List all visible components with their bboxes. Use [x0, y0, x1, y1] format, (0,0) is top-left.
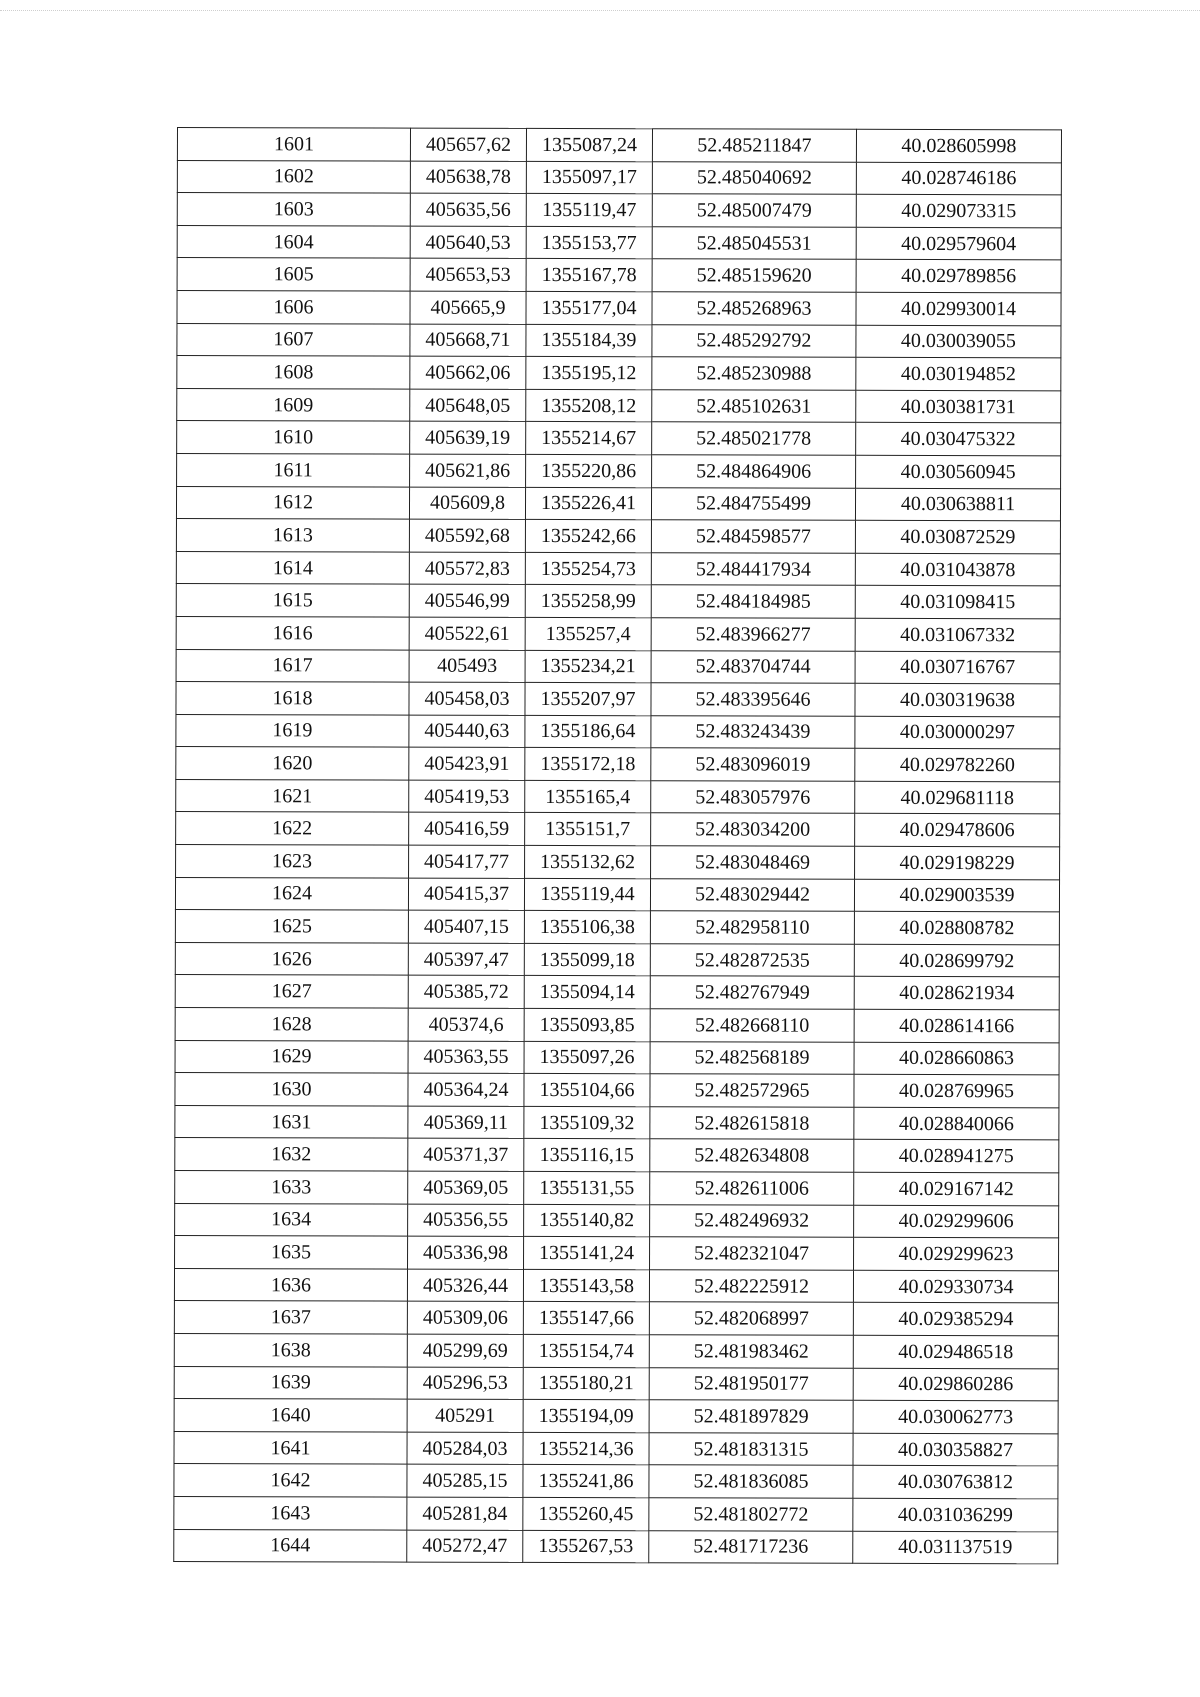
x-coordinate-cell: 405371,37	[408, 1139, 524, 1172]
longitude-cell: 40.031137519	[853, 1531, 1058, 1564]
latitude-cell: 52.482634808	[650, 1139, 854, 1172]
point-number-cell: 1609	[177, 388, 410, 421]
point-number-cell: 1611	[177, 453, 410, 486]
coordinates-table	[173, 127, 1062, 1564]
table-row	[174, 1496, 1058, 1531]
y-coordinate-cell: 1355143,58	[523, 1269, 649, 1302]
point-number-cell: 1630	[175, 1073, 408, 1106]
y-coordinate-cell: 1355119,44	[524, 878, 650, 911]
y-coordinate-cell: 1355140,82	[524, 1204, 650, 1237]
latitude-cell: 52.485211847	[652, 129, 856, 162]
y-coordinate-cell: 1355180,21	[523, 1367, 649, 1400]
latitude-cell: 52.482872535	[650, 944, 854, 977]
point-number-cell: 1614	[176, 551, 409, 584]
latitude-cell: 52.482611006	[650, 1172, 854, 1205]
x-coordinate-cell: 405397,47	[408, 943, 524, 976]
coordinates-table-body	[174, 128, 1062, 1564]
table-row	[174, 1399, 1058, 1434]
x-coordinate-cell: 405417,77	[409, 845, 525, 878]
latitude-cell: 52.484598577	[651, 520, 855, 553]
y-coordinate-cell: 1355186,64	[525, 715, 651, 748]
table-row	[175, 1073, 1059, 1108]
x-coordinate-cell: 405291	[407, 1399, 523, 1432]
table-row	[174, 1268, 1058, 1303]
latitude-cell: 52.481983462	[649, 1335, 853, 1368]
point-number-cell: 1629	[175, 1040, 408, 1073]
table-row	[176, 486, 1060, 521]
point-number-cell: 1637	[174, 1301, 407, 1334]
point-number-cell: 1642	[174, 1464, 407, 1497]
longitude-cell: 40.029299623	[854, 1237, 1059, 1270]
y-coordinate-cell: 1355241,86	[523, 1465, 649, 1498]
table-row	[175, 1138, 1059, 1173]
longitude-cell: 40.029385294	[853, 1303, 1058, 1336]
y-coordinate-cell: 1355099,18	[524, 943, 650, 976]
point-number-cell: 1644	[174, 1529, 407, 1562]
x-coordinate-cell: 405638,78	[410, 161, 526, 194]
y-coordinate-cell: 1355257,4	[525, 617, 651, 650]
latitude-cell: 52.483096019	[651, 748, 855, 781]
longitude-cell: 40.028941275	[854, 1140, 1059, 1173]
y-coordinate-cell: 1355172,18	[525, 748, 651, 781]
x-coordinate-cell: 405592,68	[409, 519, 525, 552]
x-coordinate-cell: 405281,84	[407, 1497, 523, 1530]
longitude-cell: 40.030872529	[855, 520, 1060, 553]
longitude-cell: 40.031067332	[855, 618, 1060, 651]
point-number-cell: 1624	[175, 877, 408, 910]
longitude-cell: 40.028660863	[854, 1042, 1059, 1075]
latitude-cell: 52.485292792	[652, 324, 856, 357]
x-coordinate-cell: 405336,98	[408, 1236, 524, 1269]
longitude-cell: 40.029167142	[854, 1172, 1059, 1205]
x-coordinate-cell: 405657,62	[410, 128, 526, 161]
point-number-cell: 1606	[177, 290, 410, 323]
point-number-cell: 1635	[175, 1236, 408, 1269]
x-coordinate-cell: 405665,9	[410, 291, 526, 324]
y-coordinate-cell: 1355131,55	[524, 1171, 650, 1204]
point-number-cell: 1627	[175, 975, 408, 1008]
latitude-cell: 52.484864906	[652, 455, 856, 488]
x-coordinate-cell: 405369,11	[408, 1106, 524, 1139]
y-coordinate-cell: 1355165,4	[525, 780, 651, 813]
x-coordinate-cell: 405635,56	[410, 193, 526, 226]
latitude-cell: 52.482572965	[650, 1074, 854, 1107]
x-coordinate-cell: 405440,63	[409, 715, 525, 748]
y-coordinate-cell: 1355106,38	[524, 911, 650, 944]
longitude-cell: 40.029299606	[854, 1205, 1059, 1238]
table-row	[175, 1203, 1059, 1238]
longitude-cell: 40.029478606	[855, 814, 1060, 847]
point-number-cell: 1626	[175, 942, 408, 975]
point-number-cell: 1615	[176, 584, 409, 617]
longitude-cell: 40.028808782	[854, 912, 1059, 945]
table-row	[175, 877, 1059, 912]
table-row	[176, 649, 1060, 684]
point-number-cell: 1622	[176, 812, 409, 845]
latitude-cell: 52.482496932	[650, 1204, 854, 1237]
table-row	[175, 975, 1059, 1010]
table-row	[174, 1464, 1058, 1499]
table-row	[175, 1105, 1059, 1140]
x-coordinate-cell: 405653,53	[410, 258, 526, 291]
longitude-cell: 40.030358827	[853, 1433, 1058, 1466]
point-number-cell: 1631	[175, 1105, 408, 1138]
x-coordinate-cell: 405662,06	[410, 356, 526, 389]
x-coordinate-cell: 405419,53	[409, 780, 525, 813]
x-coordinate-cell: 405326,44	[407, 1269, 523, 1302]
longitude-cell: 40.029782260	[855, 749, 1060, 782]
y-coordinate-cell: 1355093,85	[524, 1008, 650, 1041]
y-coordinate-cell: 1355087,24	[526, 128, 652, 161]
y-coordinate-cell: 1355267,53	[523, 1530, 649, 1563]
table-row	[174, 1529, 1058, 1564]
x-coordinate-cell: 405572,83	[409, 552, 525, 585]
point-number-cell: 1639	[174, 1366, 407, 1399]
table-row	[176, 779, 1060, 814]
y-coordinate-cell: 1355167,78	[526, 259, 652, 292]
y-coordinate-cell: 1355153,77	[526, 226, 652, 259]
y-coordinate-cell: 1355207,97	[525, 683, 651, 716]
x-coordinate-cell: 405493	[409, 650, 525, 683]
longitude-cell: 40.028605998	[856, 129, 1061, 162]
y-coordinate-cell: 1355184,39	[526, 324, 652, 357]
table-row	[176, 682, 1060, 717]
latitude-cell: 52.484755499	[651, 487, 855, 520]
longitude-cell: 40.029930014	[856, 292, 1061, 325]
latitude-cell: 52.481836085	[649, 1465, 853, 1498]
table-row	[174, 1366, 1058, 1401]
point-number-cell: 1603	[177, 193, 410, 226]
latitude-cell: 52.485007479	[652, 194, 856, 227]
y-coordinate-cell: 1355116,15	[524, 1139, 650, 1172]
point-number-cell: 1618	[176, 682, 409, 715]
x-coordinate-cell: 405272,47	[407, 1530, 523, 1563]
point-number-cell: 1632	[175, 1138, 408, 1171]
x-coordinate-cell: 405621,86	[410, 454, 526, 487]
longitude-cell: 40.030319638	[855, 683, 1060, 716]
point-number-cell: 1616	[176, 616, 409, 649]
y-coordinate-cell: 1355195,12	[526, 357, 652, 390]
point-number-cell: 1620	[176, 747, 409, 780]
x-coordinate-cell: 405609,8	[409, 487, 525, 520]
x-coordinate-cell: 405296,53	[407, 1367, 523, 1400]
y-coordinate-cell: 1355154,74	[523, 1334, 649, 1367]
table-row	[177, 453, 1061, 488]
latitude-cell: 52.484417934	[651, 552, 855, 585]
point-number-cell: 1638	[174, 1333, 407, 1366]
table-row	[177, 356, 1061, 391]
longitude-cell: 40.028621934	[854, 977, 1059, 1010]
table-row	[177, 323, 1061, 358]
longitude-cell: 40.029198229	[855, 846, 1060, 879]
y-coordinate-cell: 1355226,41	[525, 487, 651, 520]
latitude-cell: 52.481802772	[649, 1498, 853, 1531]
latitude-cell: 52.482225912	[649, 1270, 853, 1303]
table-row	[175, 1170, 1059, 1205]
point-number-cell: 1623	[176, 845, 409, 878]
x-coordinate-cell: 405522,61	[409, 617, 525, 650]
table-row	[175, 1040, 1059, 1075]
longitude-cell: 40.029681118	[855, 781, 1060, 814]
table-row	[177, 193, 1061, 228]
longitude-cell: 40.031098415	[855, 586, 1060, 619]
latitude-cell: 52.481897829	[649, 1400, 853, 1433]
table-row	[176, 584, 1060, 619]
x-coordinate-cell: 405309,06	[407, 1301, 523, 1334]
point-number-cell: 1621	[176, 779, 409, 812]
longitude-cell: 40.029073315	[856, 194, 1061, 227]
point-number-cell: 1608	[177, 356, 410, 389]
longitude-cell: 40.030000297	[855, 716, 1060, 749]
point-number-cell: 1607	[177, 323, 410, 356]
table-row	[175, 1236, 1059, 1271]
table-row	[174, 1301, 1058, 1336]
longitude-cell: 40.030560945	[856, 455, 1061, 488]
longitude-cell: 40.030475322	[856, 423, 1061, 456]
table-row	[176, 812, 1060, 847]
y-coordinate-cell: 1355260,45	[523, 1497, 649, 1530]
latitude-cell: 52.485021778	[652, 422, 856, 455]
latitude-cell: 52.485159620	[652, 259, 856, 292]
table-row	[176, 714, 1060, 749]
point-number-cell: 1640	[174, 1399, 407, 1432]
x-coordinate-cell: 405546,99	[409, 584, 525, 617]
x-coordinate-cell: 405668,71	[410, 324, 526, 357]
point-number-cell: 1619	[176, 714, 409, 747]
x-coordinate-cell: 405374,6	[408, 1008, 524, 1041]
latitude-cell: 52.482767949	[650, 976, 854, 1009]
table-row	[175, 942, 1059, 977]
latitude-cell: 52.483966277	[651, 618, 855, 651]
longitude-cell: 40.030638811	[855, 488, 1060, 521]
x-coordinate-cell: 405416,59	[409, 813, 525, 846]
y-coordinate-cell: 1355254,73	[525, 552, 651, 585]
y-coordinate-cell: 1355141,24	[524, 1237, 650, 1270]
table-row	[174, 1333, 1058, 1368]
x-coordinate-cell: 405423,91	[409, 747, 525, 780]
table-row	[176, 845, 1060, 880]
latitude-cell: 52.485268963	[652, 292, 856, 325]
table-row	[176, 551, 1060, 586]
x-coordinate-cell: 405285,15	[407, 1464, 523, 1497]
longitude-cell: 40.028614166	[854, 1009, 1059, 1042]
latitude-cell: 52.483029442	[650, 878, 854, 911]
point-number-cell: 1617	[176, 649, 409, 682]
latitude-cell: 52.484184985	[651, 585, 855, 618]
y-coordinate-cell: 1355119,47	[526, 194, 652, 227]
y-coordinate-cell: 1355097,17	[526, 161, 652, 194]
y-coordinate-cell: 1355109,32	[524, 1106, 650, 1139]
longitude-cell: 40.030381731	[856, 390, 1061, 423]
longitude-cell: 40.028840066	[854, 1107, 1059, 1140]
point-number-cell: 1625	[175, 910, 408, 943]
table-row	[176, 519, 1060, 554]
x-coordinate-cell: 405356,55	[408, 1204, 524, 1237]
longitude-cell: 40.030062773	[853, 1400, 1058, 1433]
point-number-cell: 1605	[177, 258, 410, 291]
table-row	[176, 616, 1060, 651]
latitude-cell: 52.485040692	[652, 161, 856, 194]
longitude-cell: 40.029003539	[854, 879, 1059, 912]
y-coordinate-cell: 1355094,14	[524, 976, 650, 1009]
x-coordinate-cell: 405364,24	[408, 1073, 524, 1106]
table-row	[177, 258, 1061, 293]
latitude-cell: 52.482568189	[650, 1041, 854, 1074]
scan-edge-line	[0, 10, 1200, 11]
x-coordinate-cell: 405385,72	[408, 976, 524, 1009]
y-coordinate-cell: 1355242,66	[525, 520, 651, 553]
y-coordinate-cell: 1355132,62	[525, 845, 651, 878]
longitude-cell: 40.029486518	[853, 1335, 1058, 1368]
latitude-cell: 52.482615818	[650, 1107, 854, 1140]
y-coordinate-cell: 1355258,99	[525, 585, 651, 618]
latitude-cell: 52.483395646	[651, 683, 855, 716]
table-row	[177, 128, 1061, 163]
latitude-cell: 52.483704744	[651, 650, 855, 683]
y-coordinate-cell: 1355177,04	[526, 291, 652, 324]
table-row	[174, 1431, 1058, 1466]
latitude-cell: 52.485102631	[652, 389, 856, 422]
point-number-cell: 1628	[175, 1008, 408, 1041]
latitude-cell: 52.483034200	[651, 813, 855, 846]
table-row	[175, 910, 1059, 945]
y-coordinate-cell: 1355147,66	[523, 1302, 649, 1335]
longitude-cell: 40.029579604	[856, 227, 1061, 260]
longitude-cell: 40.030039055	[856, 325, 1061, 358]
latitude-cell: 52.481717236	[649, 1530, 853, 1563]
point-number-cell: 1602	[177, 160, 410, 193]
x-coordinate-cell: 405640,53	[410, 226, 526, 259]
longitude-cell: 40.029789856	[856, 260, 1061, 293]
latitude-cell: 52.483057976	[651, 781, 855, 814]
point-number-cell: 1643	[174, 1496, 407, 1529]
point-number-cell: 1613	[176, 519, 409, 552]
y-coordinate-cell: 1355208,12	[526, 389, 652, 422]
y-coordinate-cell: 1355097,26	[524, 1041, 650, 1074]
table-row	[177, 421, 1061, 456]
x-coordinate-cell: 405284,03	[407, 1432, 523, 1465]
table-row	[177, 388, 1061, 423]
latitude-cell: 52.482668110	[650, 1009, 854, 1042]
latitude-cell: 52.485045531	[652, 227, 856, 260]
point-number-cell: 1610	[177, 421, 410, 454]
point-number-cell: 1641	[174, 1431, 407, 1464]
table-row	[177, 225, 1061, 260]
y-coordinate-cell: 1355104,66	[524, 1074, 650, 1107]
y-coordinate-cell: 1355151,7	[525, 813, 651, 846]
latitude-cell: 52.482068997	[649, 1302, 853, 1335]
longitude-cell: 40.031036299	[853, 1498, 1058, 1531]
longitude-cell: 40.028769965	[854, 1074, 1059, 1107]
point-number-cell: 1634	[175, 1203, 408, 1236]
latitude-cell: 52.481831315	[649, 1432, 853, 1465]
latitude-cell: 52.482958110	[650, 911, 854, 944]
point-number-cell: 1604	[177, 225, 410, 258]
y-coordinate-cell: 1355214,36	[523, 1432, 649, 1465]
longitude-cell: 40.030194852	[856, 357, 1061, 390]
x-coordinate-cell: 405648,05	[410, 389, 526, 422]
latitude-cell: 52.482321047	[650, 1237, 854, 1270]
longitude-cell: 40.030763812	[853, 1466, 1058, 1499]
x-coordinate-cell: 405415,37	[408, 878, 524, 911]
longitude-cell: 40.029330734	[853, 1270, 1058, 1303]
x-coordinate-cell: 405407,15	[408, 910, 524, 943]
table-row	[177, 290, 1061, 325]
longitude-cell: 40.030716767	[855, 651, 1060, 684]
x-coordinate-cell: 405363,55	[408, 1041, 524, 1074]
point-number-cell: 1636	[174, 1268, 407, 1301]
point-number-cell: 1633	[175, 1170, 408, 1203]
x-coordinate-cell: 405458,03	[409, 682, 525, 715]
x-coordinate-cell: 405639,19	[410, 421, 526, 454]
table-row	[175, 1008, 1059, 1043]
table-row	[177, 160, 1061, 195]
y-coordinate-cell: 1355220,86	[526, 454, 652, 487]
point-number-cell: 1612	[176, 486, 409, 519]
longitude-cell: 40.028746186	[856, 162, 1061, 195]
point-number-cell: 1601	[177, 128, 410, 161]
latitude-cell: 52.485230988	[652, 357, 856, 390]
y-coordinate-cell: 1355234,21	[525, 650, 651, 683]
latitude-cell: 52.483048469	[651, 846, 855, 879]
y-coordinate-cell: 1355214,67	[526, 422, 652, 455]
latitude-cell: 52.481950177	[649, 1367, 853, 1400]
y-coordinate-cell: 1355194,09	[523, 1400, 649, 1433]
latitude-cell: 52.483243439	[651, 715, 855, 748]
longitude-cell: 40.029860286	[853, 1368, 1058, 1401]
table-row	[176, 747, 1060, 782]
x-coordinate-cell: 405369,05	[408, 1171, 524, 1204]
x-coordinate-cell: 405299,69	[407, 1334, 523, 1367]
longitude-cell: 40.028699792	[854, 944, 1059, 977]
longitude-cell: 40.031043878	[855, 553, 1060, 586]
